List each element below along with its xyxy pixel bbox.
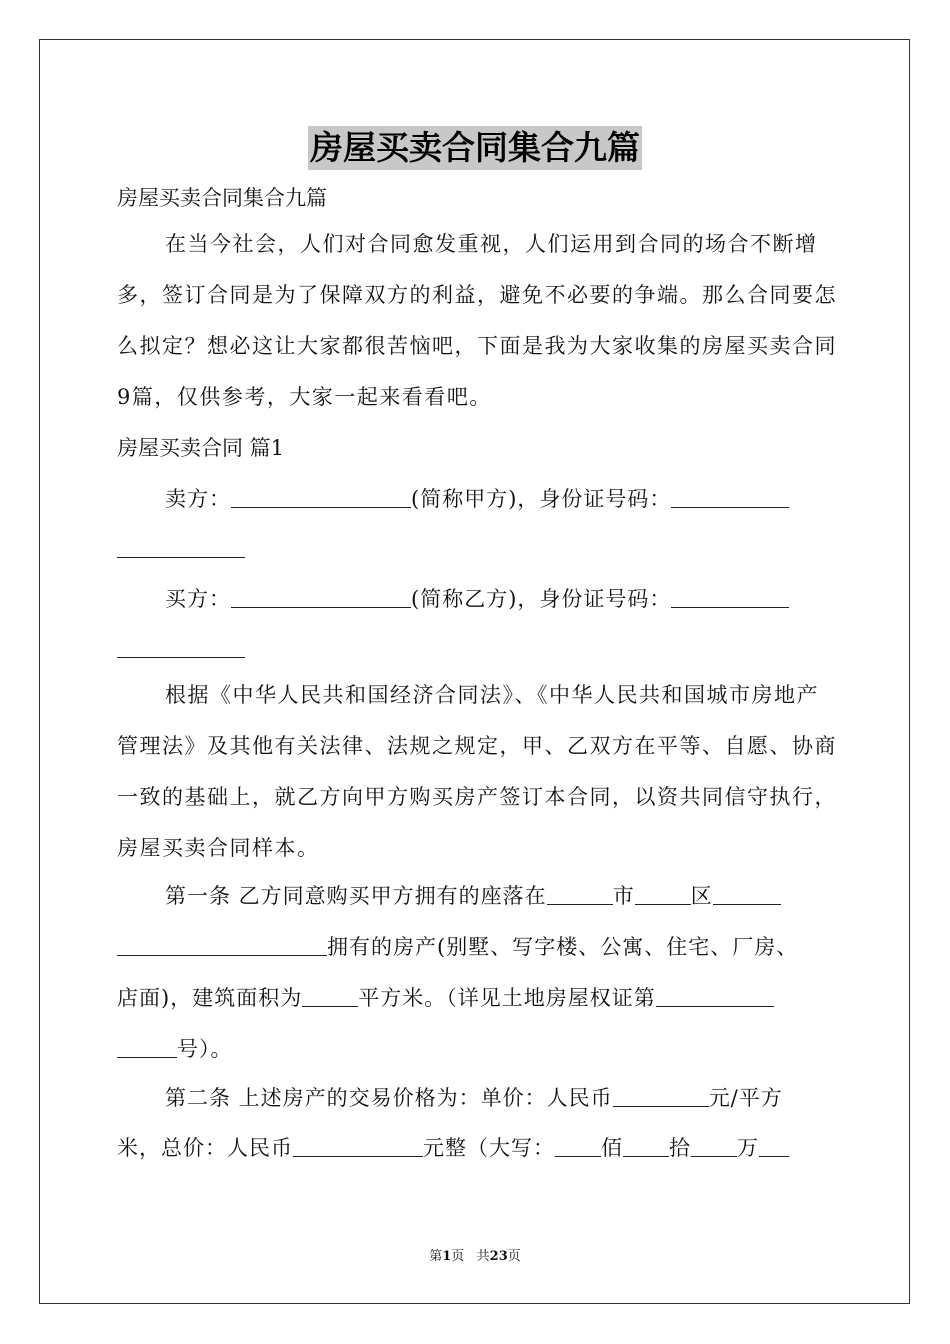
article2-line2b: 元整（大写： (423, 1136, 555, 1160)
article1-num-end: 号）。 (177, 1037, 233, 1061)
buyer-id-continuation (117, 634, 245, 664)
buyer-id-label: ，身份证号码： (517, 587, 672, 611)
intro-paragraph: 在当今社会，人们对合同愈发重视，人们运用到合同的场合不断增多，签订合同是为了保障双方的利益，避免不必要的争端。那么合同要怎么拟定？想必这让大家都很苦恼吧，下面是我为大家收集的房屋买卖合同9篇，仅供参考，大家一起来看看吧。 (117, 232, 837, 409)
qian-blank (759, 1134, 789, 1157)
section-heading: 房屋买卖合同 篇1 (117, 436, 285, 460)
buyer-line (165, 584, 789, 614)
article2-line1 (165, 1083, 783, 1113)
total-price-blank (293, 1134, 423, 1157)
basis-paragraph: 根据《中华人民共和国经济合同法》、《中华人民共和国城市房地产管理法》及其他有关法律、法规之规定，甲、乙双方在平等、自愿、协商一致的基础上，就乙方向甲方购买房产签订本合同，以资共同信守执行，房屋买卖合同样本。 (117, 683, 837, 860)
article1-prefix: 第一条 乙方同意购买甲方拥有的座落在 (165, 884, 547, 908)
wan-blank (691, 1134, 737, 1157)
footer-page-suffix: 页 (507, 1249, 521, 1264)
district-blank (635, 882, 691, 905)
article2-line2 (117, 1133, 789, 1163)
article2-line2a: 米，总价：人民币 (117, 1136, 293, 1160)
article1-shop: 店面)，建筑面积为 (117, 986, 303, 1010)
footer-page-prefix: 第 (429, 1249, 443, 1264)
footer-page-total: 23 (489, 1249, 508, 1264)
title-container (0, 126, 950, 170)
document-title: 房屋买卖合同集合九篇 (308, 126, 642, 170)
article2-bai: 佰 (601, 1136, 623, 1160)
seller-abbr: (简称甲方) (411, 487, 518, 511)
seller-id-continuation (117, 534, 245, 564)
document-subtitle: 房屋买卖合同集合九篇 (117, 186, 327, 210)
page-footer (0, 1248, 950, 1266)
seller-id-blank-2 (117, 535, 245, 558)
buyer-abbr: (简称乙方) (411, 587, 518, 611)
city-blank (547, 882, 613, 905)
buyer-id-blank (671, 585, 789, 608)
unit-price-blank (613, 1084, 709, 1107)
seller-id-blank (671, 485, 789, 508)
article2-prefix: 第二条 上述房产的交易价格为：单价：人民币 (165, 1086, 613, 1110)
article1-line1 (165, 881, 781, 911)
area-blank (302, 984, 358, 1007)
seller-label: 卖方： (165, 487, 231, 511)
article2-unit: 元/平方 (708, 1086, 783, 1110)
seller-id-label: ，身份证号码： (517, 487, 672, 511)
article1-line4 (117, 1034, 233, 1064)
footer-page-mid: 页 共 (451, 1249, 490, 1264)
bai-blank (555, 1134, 601, 1157)
buyer-name-blank (231, 585, 411, 608)
article1-district: 区 (690, 884, 713, 908)
footer-page-current: 1 (442, 1249, 452, 1264)
seller-line (165, 484, 789, 514)
article1-line3 (117, 983, 774, 1013)
buyer-id-blank-2 (117, 635, 245, 658)
article2-wan: 万 (737, 1136, 759, 1160)
certificate-blank (656, 984, 774, 1007)
article1-sqm: 平方米。（详见土地房屋权证第 (358, 986, 656, 1010)
buyer-label: 买方： (165, 587, 231, 611)
address-blank-2 (117, 933, 327, 956)
address-blank (713, 882, 781, 905)
certificate-blank-2 (117, 1035, 177, 1058)
seller-name-blank (231, 485, 411, 508)
article2-shi: 拾 (669, 1136, 691, 1160)
article1-owned: 拥有的房产(别墅、写字楼、公寓、住宅、厂房、 (327, 935, 799, 959)
article1-line2 (117, 932, 798, 962)
article1-city: 市 (612, 884, 635, 908)
shi-blank (623, 1134, 669, 1157)
